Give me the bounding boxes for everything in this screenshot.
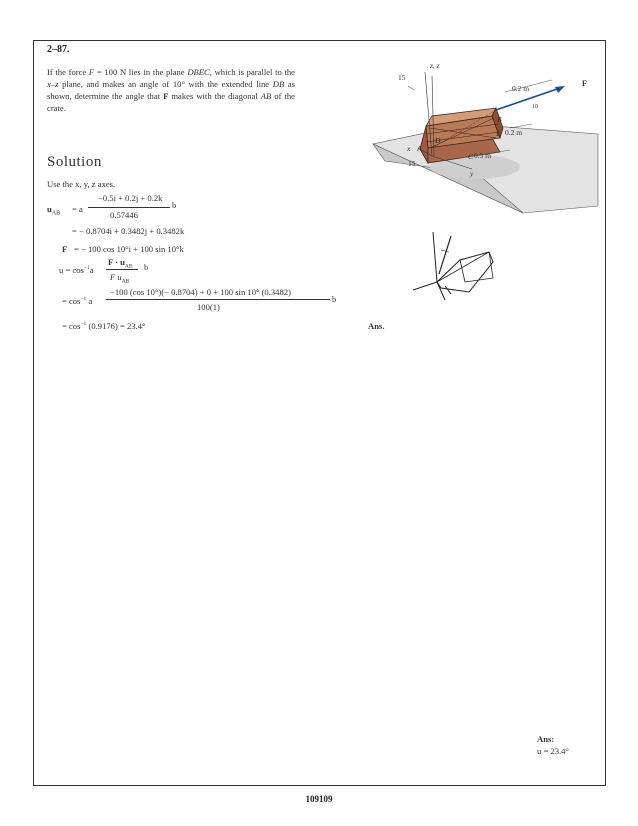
line2-paren-b: b [332, 294, 337, 304]
uab-result: = − 0.8704i + 0.3482j + 0.3482k [72, 226, 185, 236]
dim-0-2m-top: 0.2 m [512, 84, 530, 93]
ans-label: Ans. [368, 321, 385, 331]
problem-statement: If the force F = 100 N lies in the plane DBEC, which is parallel to the x–z plane, and makes an angle of 10° with the extended line DB as shown, determine the angle that F makes with the diagonal AB of the crate. [47, 67, 295, 113]
theta-label: $u = \cos^{-1}a$ [59, 265, 94, 275]
angle-15-bottom-label: 15 [408, 159, 416, 168]
theta-paren-b: b [144, 262, 149, 272]
solution-intro: Use the x, y, z axes. [47, 179, 116, 189]
f-label: F [62, 244, 68, 254]
page-number: 109109 [305, 794, 333, 804]
point-b-label: B [497, 115, 502, 124]
angle-10-label: 10 [532, 104, 538, 110]
f-expression: = − 100 cos 10°i + 100 sin 10°k [74, 244, 184, 254]
y-axis-label: y [470, 169, 474, 178]
line2-denominator: 100(1) [197, 302, 220, 312]
sketch-z-axis [433, 232, 437, 282]
sketch-figure [405, 222, 520, 312]
uab-paren-b: b [172, 200, 177, 210]
crate-figure [360, 56, 605, 216]
sketch-force [439, 236, 451, 274]
z-axis-label: z, z [430, 61, 440, 70]
point-a-label: A [417, 144, 422, 153]
line2-fraction-line [106, 299, 330, 300]
uab-numerator: −0.5i + 0.2j + 0.2k [98, 193, 163, 203]
uab-label: $u_{AB}$ [47, 204, 61, 217]
angle-15-top-label: 15 [398, 73, 406, 82]
point-c-label: C [468, 152, 474, 161]
solution-title: Solution [47, 154, 102, 170]
problem-number: 2–87. [47, 44, 70, 55]
line3-result: = $\cos^{-1} (0.9176) = 23.4^\circ$ [62, 321, 146, 331]
uab-fraction-line [88, 207, 170, 208]
theta-numerator: $F \cdot u_{AB}$ [108, 257, 133, 270]
force-f-label: F [582, 79, 587, 88]
point-d-label: D [435, 136, 441, 145]
theta-denominator: F $u_{AB}$ [110, 272, 130, 285]
line2-prefix: = $\cos^{-1} a$ [62, 296, 93, 306]
force-arrowhead [555, 86, 565, 93]
line2-numerator: −100 (cos 10°)(− 0.8704) + 0 + 100 sin 10° (0.3482) [110, 287, 291, 297]
uab-eq: = a [72, 204, 83, 214]
x-axis-label: x [407, 144, 411, 153]
sketch-x-axis [413, 282, 437, 290]
theta-fraction-line [106, 269, 138, 270]
dim-0-2m-right: 0.2 m [505, 128, 523, 137]
uab-denominator: 0.57446 [110, 210, 138, 220]
point-e-label: E [496, 129, 501, 138]
answer-label: Ans: [537, 734, 555, 744]
dim-0-5m: 0.5 m [474, 151, 492, 160]
answer-value: u = 23.4° [537, 746, 569, 756]
